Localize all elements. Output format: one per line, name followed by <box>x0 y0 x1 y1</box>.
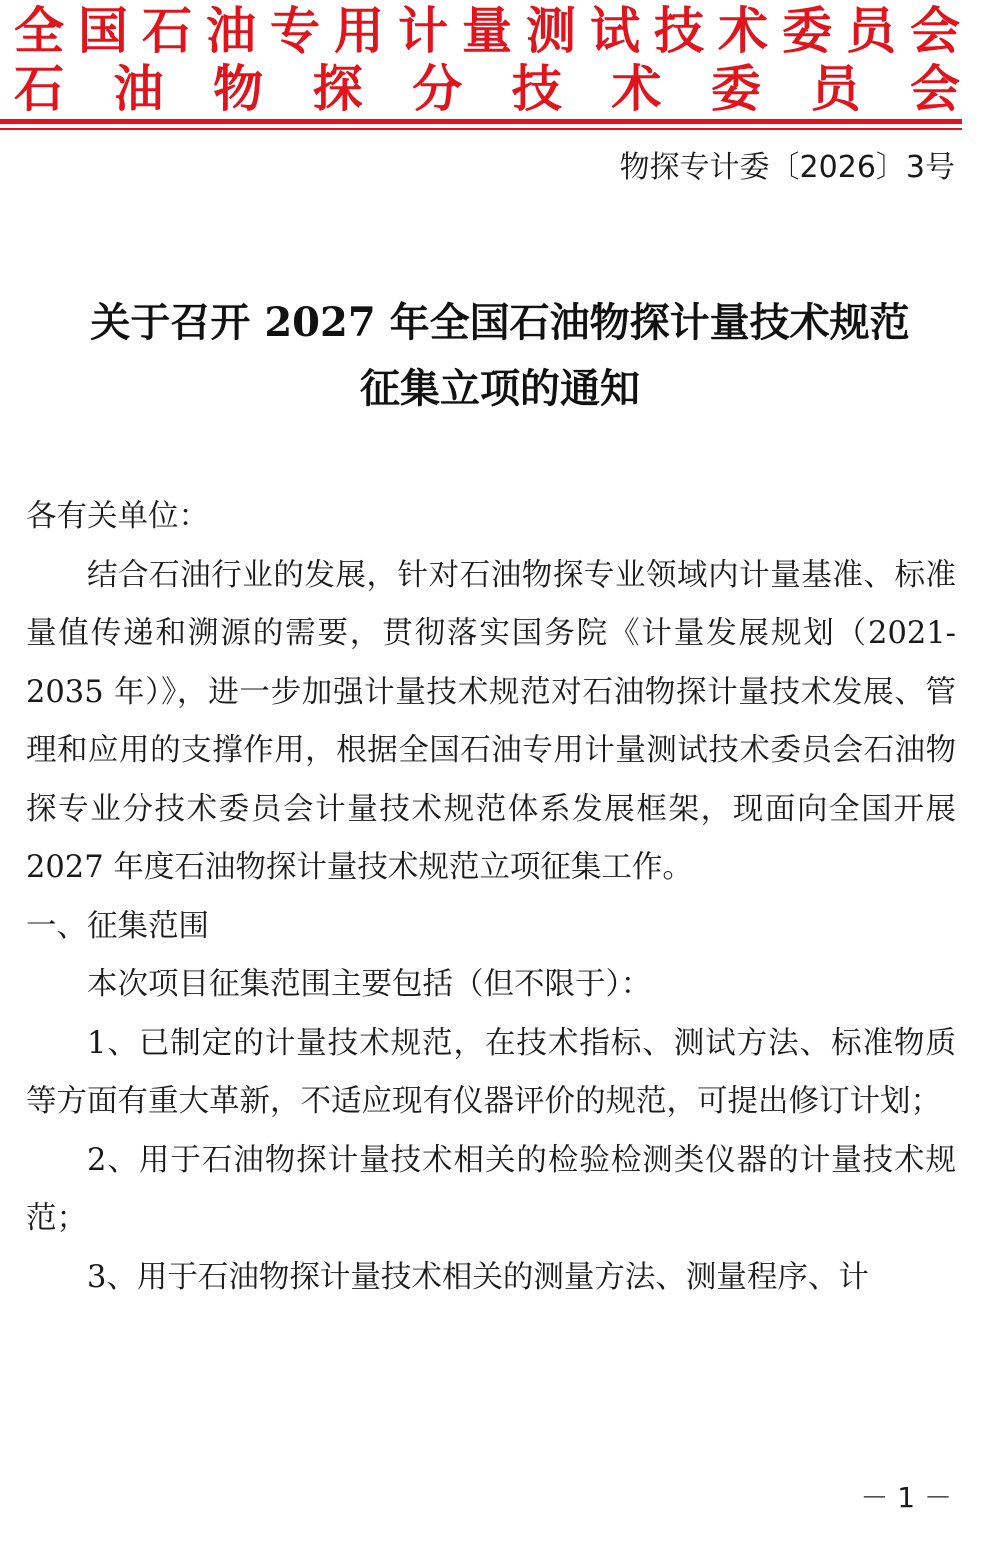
title-line-2: 征集立项的通知 <box>360 365 640 412</box>
section-lead: 本次项目征集范围主要包括（但不限于）： <box>87 967 652 1002</box>
document-body <box>26 488 956 1307</box>
title-line-1: 关于召开 2027 年全国石油物探计量技术规范 <box>90 299 910 346</box>
letterhead-subcommittee-name: 石油物探分技术委员会 <box>14 60 960 118</box>
letterhead-committee-name: 全国石油专用计量测试技术委员会 <box>14 2 960 60</box>
list-item: 2、用于石油物探计量技术相关的检验检测类仪器的计量技术规范； <box>26 1142 956 1236</box>
letterhead-divider-thin <box>0 128 962 130</box>
salutation: 各有关单位： <box>26 499 209 534</box>
intro-paragraph: 结合石油行业的发展，针对石油物探专业领域内计量基准、标准量值传递和溯源的需要，贯彻落实国务院《计量发展规划（2021-2035 年）》，进一步加强计量技术规范对石油物探计量技术发展、管理和应用的支撑作用，根据全国石油专用计量测试技术委员会石油物探专业分技术委员会计量技术规范体系发展框架，现面向全国开展 2027 年度石油物探计量技术规范立项征集工作。 <box>26 557 956 885</box>
list-item: 1、已制定的计量技术规范，在技术指标、测试方法、标准物质等方面有重大革新，不适应现有仪器评价的规范，可提出修订计划； <box>26 1025 956 1119</box>
document-title <box>0 290 1000 422</box>
section-heading: 一、征集范围 <box>26 908 209 944</box>
page-number: － 1 － <box>860 1481 952 1514</box>
letterhead-divider-thick <box>0 119 962 124</box>
letterhead <box>14 2 960 118</box>
document-number: 物探专计委〔2026〕3号 <box>619 150 955 185</box>
list-item: 3、用于石油物探计量技术相关的测量方法、测量程序、计 <box>87 1259 869 1295</box>
